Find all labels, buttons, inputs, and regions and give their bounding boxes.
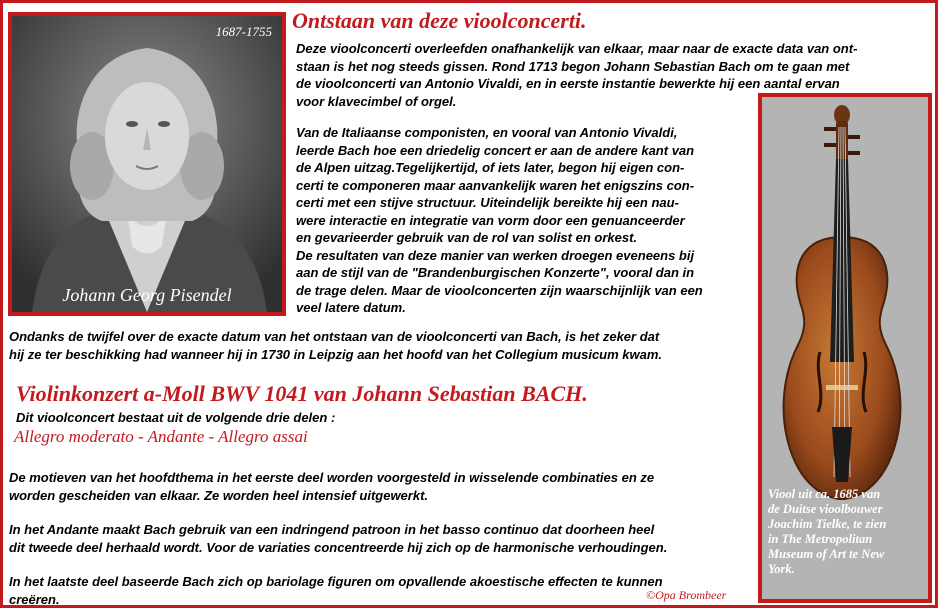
concerto-intro: Dit vioolconcert bestaat uit de volgende drie delen :: [16, 410, 336, 425]
origin-paragraph-1: Deze vioolconcerti overleefden onafhankelijk van elkaar, maar naar de exacte data van ont- staan is het nog steeds gissen. Rond 1713 begon Johann Sebastian Bach om te gaan met de vioolconcerti van Antonio Vivaldi, en in eerste instantie bewerkte hij een aantal ervan voor klavecimbel of orgel.: [296, 41, 858, 109]
portrait-years: 1687-1755: [215, 24, 272, 39]
credit-text: ©Opa Brombeer: [646, 588, 727, 602]
origin-paragraph-2: Van de Italiaanse componisten, en vooral van Antonio Vivaldi, leerde Bach hoe een driedelig concert er aan de andere kant van de Alpen uitzag.Tegelijkertijd, of iets later, begon hij eigen con- certi te componeren maar aanvankelijk waren het enigszins con- certi met een stijve structuur. Uiteindelijk bereikte hij een nau- were interactie en integratie van vorm door een genuanceerder en gevarieerder gebruik van de rol van solist en orkest. De resultaten van deze manier van werken droegen eveneens bij aan de stijl van de "Brandenburgischen Konzerte", vooral dan in de trage delen. Maar de vioolconcerten zijn waarschijnlijk van een veel latere datum.: [296, 125, 703, 315]
section-title-origin: Ontstaan van deze vioolconcerti.: [292, 8, 587, 33]
concerto-paragraph-3: In het laatste deel baseerde Bach zich op bariolage figuren om opvallende akoestische effecten te kunnen creëren.: [9, 574, 663, 607]
origin-paragraph-3: Ondanks de twijfel over de exacte datum van het ontstaan van de vioolconcerti van Bach, is het zeker dat hij ze ter beschikking had wanneer hij in 1730 in Leipzig aan het hoofd van het Collegium musicum kwam.: [9, 329, 663, 362]
portrait-image: [8, 12, 286, 316]
section-title-concerto: Violinkonzert a-Moll BWV 1041 van Johann Sebastian BACH.: [16, 381, 588, 406]
concerto-movements: Allegro moderato - Andante - Allegro assai: [14, 427, 308, 446]
portrait-drawing: [12, 16, 282, 312]
concerto-paragraph-1: De motieven van het hoofdthema in het eerste deel worden voorgesteld in wisselende combinaties en ze worden gescheiden van elkaar. Ze worden heel intensief uitgewerkt.: [9, 470, 655, 503]
violin-image: [758, 93, 932, 603]
violin-caption: Viool uit ca. 1685 van de Duitse vioolbouwer Joachim Tielke, te zien in The Metropolitan Museum of Art te New York.: [768, 487, 887, 576]
concerto-paragraph-2: In het Andante maakt Bach gebruik van een indringend patroon in het basso continuo dat doorheen heel dit tweede deel herhaald wordt. Voor de variaties concentreerde hij zich op de harmonische verhoudingen.: [9, 522, 668, 555]
portrait-name: Johann Georg Pisendel: [62, 285, 232, 305]
